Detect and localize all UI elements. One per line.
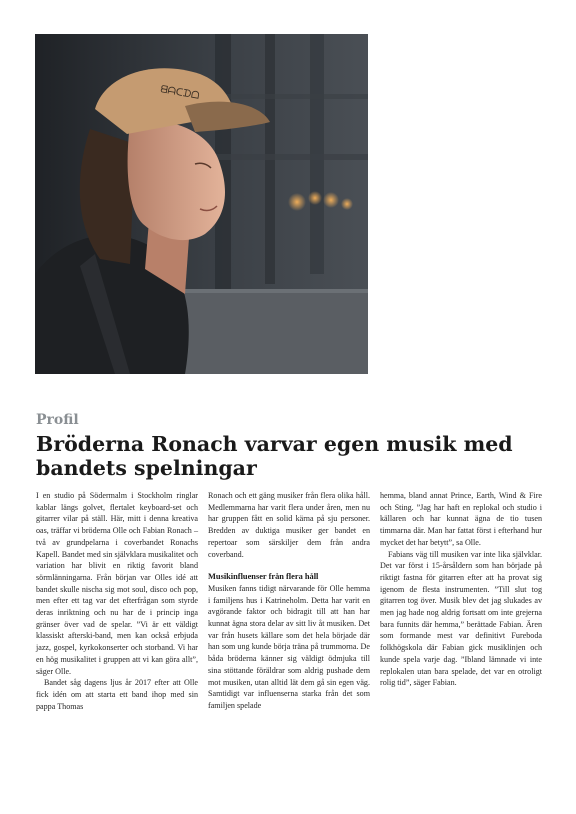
column-2 — [208, 490, 370, 712]
paragraph: I en studio på Södermalm i Stockholm ringlar kablar längs golvet, flertalet keyboard-set och gitarrer vilar på ställ. Här, mitt i denna kreativa oas, träffar vi bröderna Olle och Fabian Ronach – två av grundpelarna i coverbandet Ronachs Kapell. Bandet med sin självklara musikalitet och variation har blivit en riktig favorit bland sörmlänningarna. Från början var Olles idé att bandet skulle nischa sig mot soul, disco och pop, men efter ett tag var det efterfrågan som styrde deras inriktning och nu har de i princip inga gränser över vad de spelar. ”Vi är ett väldigt klassiskt afterski-band, men kan också erbjuda jazz, gospel, kyrkokonserter och storband. Vi har en hög musikalitet i gruppen att vi kan göra allt”, säger Olle. — [36, 491, 198, 676]
article-headline: Bröderna Ronach varvar egen musik med bandets spelningar — [36, 432, 513, 480]
portrait-image — [35, 34, 368, 374]
cap-logo: ᗺᗩᑕᗪᗝ — [159, 84, 201, 102]
paragraph: Bandet såg dagens ljus år 2017 efter att Olle fick idén om att starta ett band ihop med sin pappa Thomas — [36, 678, 198, 711]
section-label: Profil — [36, 412, 79, 428]
paragraph: Ronach och ett gäng musiker från flera olika håll. Medlemmarna har varit flera under åren, men nu har gruppen fått en solid kärna på sju personer. Bredden av duktiga musiker ger bandet en repertoar som särskiljer dem från andra coverband. — [208, 491, 370, 559]
article-body — [36, 490, 546, 800]
article-photo — [35, 34, 368, 374]
subheading: Musikinfluenser från flera håll — [208, 572, 319, 582]
column-3 — [380, 490, 542, 689]
paragraph: Fabians väg till musiken var inte lika självklar. Det var först i 15-årsåldern som han började på riktigt fastna för gitarren efter att ha provat sig igenom de flesta instrumenten. ”Till slut tog gitarren tog över. Musik blev det jag slukades av men jag hade nog aldrig fortsatt om inte grejerna bara funnits där hemma,” berättade Fabian. Ären som formande mest var definitivt Fureboda folkhögskola där Fabian gick musiklinjen och kunde spela varje dag. ”Ibland lämnade vi inte replokalen utan bara spelade, det var en otroligt rolig tid”, säger Fabian. — [380, 549, 542, 688]
paragraph: hemma, bland annat Prince, Earth, Wind & Fire och Sting. ”Jag har haft en replokal och studio i källaren och har kunnat ägna de tio tusen timmarna där. Man har fattat först i efterhand hur mycket det har betytt”, sa Olle. — [380, 491, 542, 547]
column-1 — [36, 490, 198, 712]
paragraph: Musiken fanns tidigt närvarande för Olle hemma i familjens hus i Katrineholm. Detta har varit en avgörande faktor och bidragit till att han har kunnat ägna stora delar av sitt liv åt musiken. Det var från husets källare som det hela började där han som ung kunde börja träna på trummorna. De båda bröderna känner sig väldigt ödmjuka till sina stöttande föräldrar som aldrig pushade dem mot musiken, utan alltid lät dem gå sin egen väg. Samtidigt var influenserna starka från det som familjen spelade — [208, 583, 370, 710]
